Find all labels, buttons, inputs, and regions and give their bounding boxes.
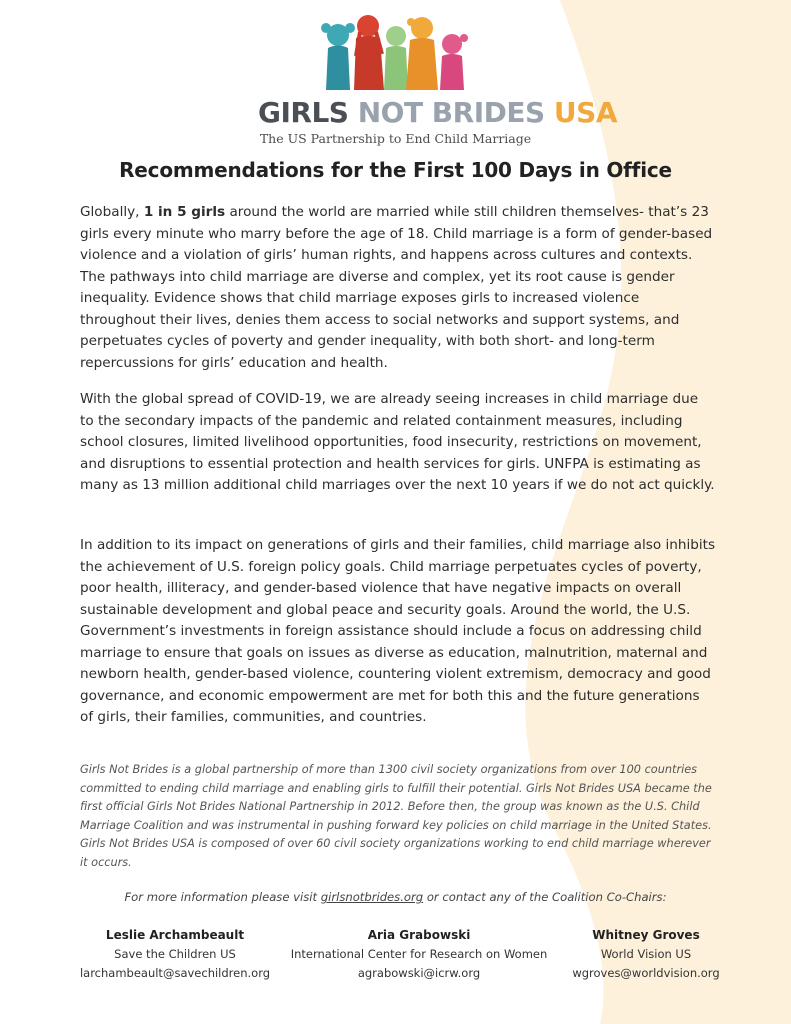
contact-organization: Save the Children US xyxy=(114,947,236,961)
paragraph-covid-impact: With the global spread of COVID-19, we are already seeing increases in child marriage due to the secondary impacts of the pandemic and related containment measures, including school closures, limited livelihood opportunities, food insecurity, restrictions on movement, and disruptions to essential protection and health services for girls. UNFPA is estimating as many as 13 million additional child marriages over the next 10 years if we do not act quickly. xyxy=(80,391,715,493)
contact-email[interactable]: larchambeault@savechildren.org xyxy=(79,966,271,980)
contact-organization: International Center for Research on Women xyxy=(290,947,548,961)
paragraph-foreign-policy: In addition to its impact on generations of girls and their families, child marriage also inhibits the achievement of U.S. foreign policy goals. Child marriage perpetuates cycles of poverty, poor health, illiteracy, and gender-based violence that have negative impacts on overall sustainable development and global peace and security goals. Around the world, the U.S. Government’s investments in foreign assistance should include a focus on addressing child marriage to ensure that goals on issues as diverse as education, malnutrition, maternal and newborn health, gender-based violence, countering violent extremism, democracy and good governance, and economic empowerment are met for both this and the future generations of girls, their families, communities, and countries. xyxy=(80,537,716,725)
contact-name: Leslie Archambeault xyxy=(105,928,245,942)
contact-organization: World Vision US xyxy=(600,947,692,961)
paragraph-text: around the world are married while still children themselves- that’s 23 girls every minute who marry before the age of 18. Child marriage is a form of gender-based violence and a violation of girls’ human rights, and happens across cultures and contexts. The pathways into child marriage are diverse and complex, yet its root cause is gender inequality. Evidence shows that child marriage exposes girls to increased violence throughout their lives, denies them access to social networks and support systems, and perpetuates cycles of poverty and gender inequality, with both short- and long-term repercussions for girls’ education and health. xyxy=(80,204,713,371)
logo-word-girls: GIRLS xyxy=(258,96,349,129)
logo-word-not-brides: NOT BRIDES xyxy=(357,96,545,129)
website-link[interactable]: girlsnotbrides.org xyxy=(320,890,424,904)
logo-wordmark xyxy=(258,96,617,129)
contact-aria-grabowski xyxy=(283,926,555,983)
contact-leslie-archambeault xyxy=(70,926,280,983)
highlight-statistic: 1 in 5 girls xyxy=(143,204,226,220)
logo-word-usa: USA xyxy=(553,96,617,129)
contact-whitney-groves xyxy=(560,926,732,983)
logo-girls-figures-icon xyxy=(316,10,476,90)
more-info-text: or contact any of the Coalition Co-Chairs: xyxy=(423,890,667,904)
paragraph-text: Globally, xyxy=(80,204,144,220)
girls-not-brides-usa-logo xyxy=(258,10,617,148)
more-info-line xyxy=(60,890,731,904)
logo-tagline: The US Partnership to End Child Marriage xyxy=(259,131,532,146)
more-info-text: For more information please visit xyxy=(124,890,321,904)
document-title: Recommendations for the First 100 Days in Office xyxy=(119,158,672,182)
about-girls-not-brides: Girls Not Brides is a global partnership of more than 1300 civil society organizations from over 100 countries committed to ending child marriage and enabling girls to fulfill their potential. Girls Not Brides USA became the first official Girls Not Brides National Partnership in 2012. Before then, the group was known as the U.S. Child Marriage Coalition and was instrumental in pushing forward key policies on child marriage in the United States. Girls Not Brides USA is composed of over 60 civil society organizations working to end child marriage wherever it occurs. xyxy=(80,763,712,869)
contact-name: Aria Grabowski xyxy=(367,928,471,942)
paragraph-child-marriage-overview xyxy=(80,202,716,374)
contact-email[interactable]: wgroves@worldvision.org xyxy=(572,966,720,980)
contact-email[interactable]: agrabowski@icrw.org xyxy=(357,966,481,980)
contact-name: Whitney Groves xyxy=(592,928,700,942)
